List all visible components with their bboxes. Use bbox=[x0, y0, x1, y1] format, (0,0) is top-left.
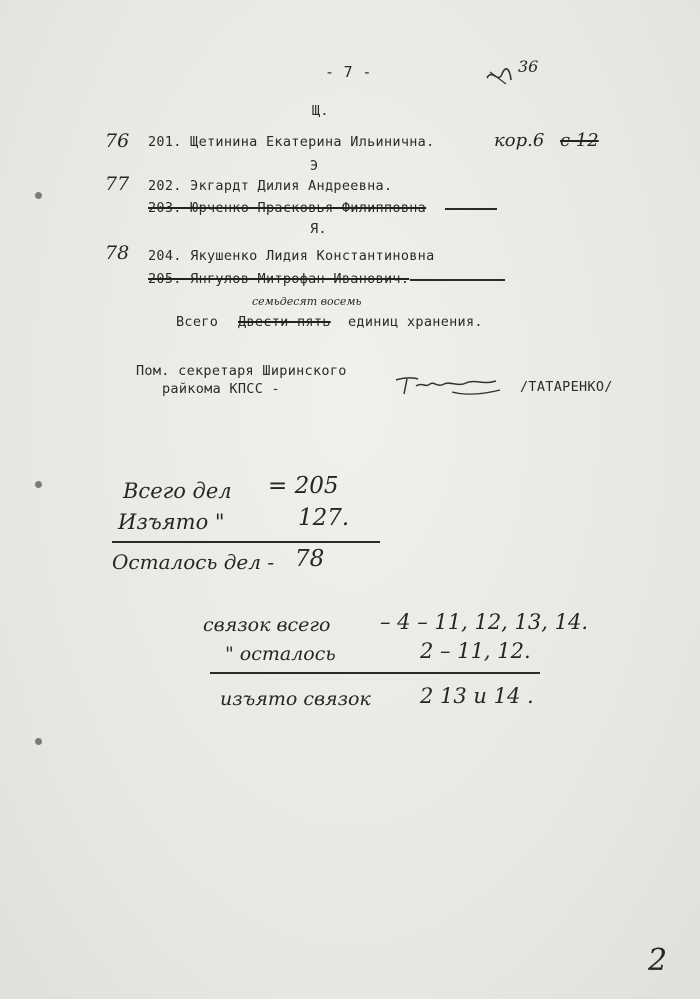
entry-201: 201. Щетинина Екатерина Ильинична. bbox=[148, 134, 435, 150]
hand-number-77: 77 bbox=[105, 173, 130, 195]
entry-205-struck: 205. Янгулов Митрофан Иванович. bbox=[148, 271, 410, 287]
binder-hole-middle bbox=[35, 481, 42, 488]
binder-hole-bottom bbox=[35, 738, 42, 745]
corner-mark: 36 bbox=[518, 57, 539, 76]
signature-icon bbox=[392, 372, 507, 402]
bundles-removed-label: изъято связок bbox=[220, 688, 371, 710]
summary-total-label: Всего дел bbox=[123, 479, 232, 503]
binder-hole-top bbox=[35, 192, 42, 199]
box-number: кор.6 bbox=[494, 130, 545, 151]
section-letter-ya: Я. bbox=[310, 221, 327, 237]
corner-scribble-icon bbox=[484, 64, 514, 88]
section-letter-e: Э bbox=[310, 158, 319, 174]
summary-removed-value: 127. bbox=[298, 505, 350, 531]
signatory-line-1: Пом. секретаря Ширинского bbox=[136, 363, 347, 379]
signatory-line-2: райкома КПСС - bbox=[162, 381, 280, 397]
summary-total-value: = 205 bbox=[268, 473, 339, 499]
entry-203-struck: 203. Юрченко Прасковья Филипповна bbox=[148, 200, 427, 216]
summary-removed-label: Изъято " bbox=[118, 510, 225, 534]
total-insert: семьдесят восемь bbox=[252, 295, 362, 308]
bundles-underline bbox=[210, 672, 540, 674]
strike-line-203 bbox=[445, 208, 497, 210]
bundles-remaining-label: " осталось bbox=[225, 643, 336, 665]
signatory-name: /ТАТАРЕНКО/ bbox=[520, 379, 613, 395]
total-suffix: единиц хранения. bbox=[348, 314, 483, 330]
summary-remaining-value: 78 bbox=[295, 546, 325, 572]
bundles-remaining-value: 2 – 11, 12. bbox=[420, 639, 531, 663]
entry-202: 202. Экгардт Дилия Андреевна. bbox=[148, 178, 393, 194]
entry-204: 204. Якушенко Лидия Константиновна bbox=[148, 248, 435, 264]
total-prefix: Всего bbox=[176, 314, 219, 330]
box-struck: с 12 bbox=[560, 130, 599, 151]
bundles-total-value: – 4 – 11, 12, 13, 14. bbox=[380, 610, 589, 634]
sheet-number-mark: 2 bbox=[648, 943, 668, 978]
hand-number-76: 76 bbox=[105, 130, 130, 152]
total-struck: Двести пять bbox=[238, 314, 331, 330]
page-number: - 7 - bbox=[325, 63, 372, 81]
bundles-total-label: связок всего bbox=[203, 614, 331, 636]
hand-number-78: 78 bbox=[105, 242, 130, 264]
strike-line-205 bbox=[410, 279, 505, 281]
summary-underline bbox=[112, 541, 380, 543]
section-letter-shch: Щ. bbox=[312, 103, 329, 119]
summary-remaining-label: Осталось дел - bbox=[112, 550, 275, 574]
bundles-removed-value: 2 13 и 14 . bbox=[420, 684, 534, 708]
